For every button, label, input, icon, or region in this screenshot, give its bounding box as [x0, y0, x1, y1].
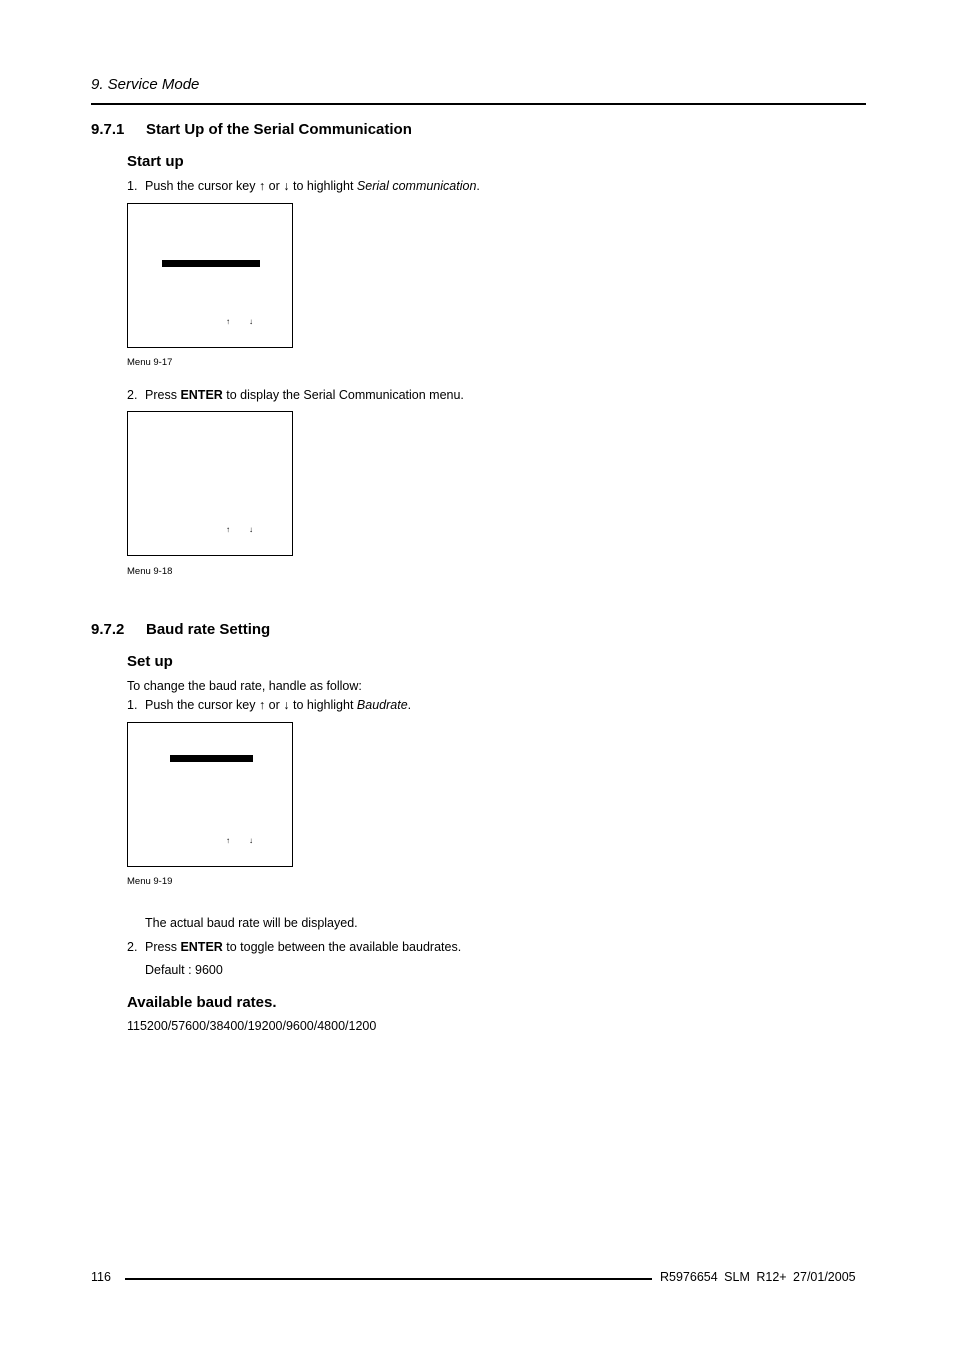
footer-rule: [125, 1278, 652, 1280]
step-text: Push the cursor key ↑ or ↓ to highlight: [145, 179, 357, 193]
chapter-header: 9. Service Mode: [91, 76, 200, 93]
step-text: to toggle between the available baudrates.: [222, 940, 462, 954]
key-enter: ENTER: [180, 940, 223, 954]
step-1-serial: [127, 179, 480, 194]
actual-baud-note: The actual baud rate will be displayed.: [145, 916, 358, 930]
menu-caption: Menu 9-18: [127, 566, 173, 577]
arrow-down-icon: ↓: [249, 836, 253, 845]
step-tail: .: [407, 698, 412, 712]
step-text: Press: [145, 940, 181, 954]
step-text: to display the Serial Communication menu.: [222, 388, 464, 402]
section-heading-9-7-2: [91, 621, 270, 638]
menu-caption: Menu 9-17: [127, 357, 173, 368]
arrow-up-icon: ↑: [226, 317, 230, 326]
menu-highlight-bar: [162, 260, 260, 267]
arrow-down-icon: ↓: [249, 317, 253, 326]
step-tail: .: [476, 179, 480, 193]
step-2-enter: [127, 388, 464, 403]
menu-arrows: [226, 317, 272, 326]
step-emphasis: Serial communication: [356, 179, 477, 193]
section-number: 9.7.2: [91, 621, 125, 638]
section-title: Start Up of the Serial Communication: [146, 121, 412, 138]
step-number: 1.: [127, 698, 138, 712]
menu-arrows: [226, 525, 272, 534]
arrow-down-icon: ↓: [249, 525, 253, 534]
step-text: Press: [145, 388, 181, 402]
section-heading-9-7-1: [91, 121, 412, 138]
page-number: 116: [91, 1270, 111, 1284]
section-title: Baud rate Setting: [146, 621, 271, 638]
step-emphasis: Baudrate: [356, 698, 408, 712]
header-rule: [91, 103, 866, 105]
available-baud-values: 115200/57600/38400/19200/9600/4800/1200: [127, 1019, 377, 1033]
step-2-toggle: [127, 940, 461, 955]
step-text: Push the cursor key ↑ or ↓ to highlight: [145, 698, 357, 712]
step-number: 2.: [127, 940, 138, 954]
document-id: R5976654 SLM R12+ 27/01/2005: [660, 1270, 856, 1284]
step-1-baudrate: [127, 698, 411, 713]
step-number: 2.: [127, 388, 138, 402]
menu-highlight-bar: [170, 755, 253, 762]
menu-9-19-screen: [127, 722, 293, 867]
section-number: 9.7.1: [91, 121, 125, 138]
subheading-start-up: Start up: [127, 153, 184, 170]
default-value: Default : 9600: [145, 963, 223, 977]
subheading-available-baud-rates: Available baud rates.: [127, 994, 277, 1011]
arrow-up-icon: ↑: [226, 525, 230, 534]
menu-caption: Menu 9-19: [127, 876, 173, 887]
menu-9-18-screen: [127, 411, 293, 556]
menu-9-17-screen: [127, 203, 293, 348]
subheading-set-up: Set up: [127, 653, 173, 670]
key-enter: ENTER: [180, 388, 223, 402]
arrow-up-icon: ↑: [226, 836, 230, 845]
step-number: 1.: [127, 179, 138, 193]
intro-text: To change the baud rate, handle as follow:: [127, 679, 362, 693]
menu-arrows: [226, 836, 272, 845]
